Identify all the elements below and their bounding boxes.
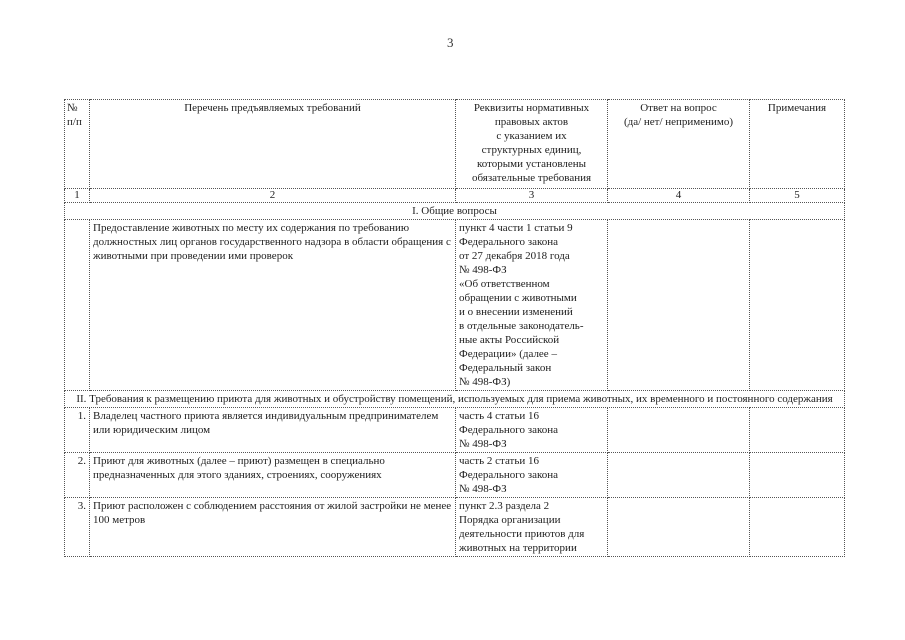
column-numbers-row: [65, 189, 845, 203]
requirement-text: Приют расположен с соблюдением расстояния от жилой застройки не менее 100 метров: [90, 498, 456, 557]
answer-cell[interactable]: [608, 408, 750, 453]
section1-title: I. Общие вопросы: [65, 203, 845, 220]
column-number: 3: [456, 189, 608, 203]
column-number: 2: [90, 189, 456, 203]
requirement-text: Владелец частного приюта является индивидуальным предпринимателем или юридическим лицом: [90, 408, 456, 453]
legal-act-text: часть 2 статьи 16 Федерального закона № 498-ФЗ: [456, 453, 608, 498]
section-header-row: [65, 391, 845, 408]
table-row: [65, 408, 845, 453]
header-requirements: Перечень предъявляемых требований: [90, 100, 456, 189]
note-cell[interactable]: [750, 220, 845, 391]
header-answer: Ответ на вопрос (да/ нет/ неприменимо): [608, 100, 750, 189]
legal-act-text: пункт 2.3 раздела 2 Порядка организации деятельности приютов для животных на территории: [456, 498, 608, 557]
header-acts: Реквизиты нормативных правовых актов с указанием их структурных единиц, которыми установлены обязательные требования: [456, 100, 608, 189]
column-number: 1: [65, 189, 90, 203]
note-cell[interactable]: [750, 408, 845, 453]
legal-act-text: пункт 4 части 1 статьи 9 Федерального закона от 27 декабря 2018 года № 498-ФЗ «Об ответственном обращении с животными и о внесении изменений в отдельные законодатель- ные акты Российской Федерации» (далее – Федеральный закон № 498-ФЗ): [456, 220, 608, 391]
answer-cell[interactable]: [608, 453, 750, 498]
note-cell[interactable]: [750, 453, 845, 498]
requirement-text: Предоставление животных по месту их содержания по требованию должностных лиц органов государственного надзора в области обращения с животными при проведении ими проверок: [90, 220, 456, 391]
requirement-text: Приют для животных (далее – приют) размещен в специально предназначенных для этого зданиях, строениях, сооружениях: [90, 453, 456, 498]
header-notes: Примечания: [750, 100, 845, 189]
column-number: 5: [750, 189, 845, 203]
row-number: 1.: [65, 408, 90, 453]
table-row: [65, 453, 845, 498]
row-number: 2.: [65, 453, 90, 498]
answer-cell[interactable]: [608, 220, 750, 391]
note-cell[interactable]: [750, 498, 845, 557]
table-row: [65, 498, 845, 557]
page-number: 3: [447, 35, 454, 50]
legal-act-text: часть 4 статьи 16 Федерального закона № 498-ФЗ: [456, 408, 608, 453]
section-header-row: [65, 203, 845, 220]
header-num: № п/п: [65, 100, 90, 189]
column-number: 4: [608, 189, 750, 203]
row-number: [65, 220, 90, 391]
answer-cell[interactable]: [608, 498, 750, 557]
table-header-row: [65, 100, 845, 189]
table-row: [65, 220, 845, 391]
requirements-table: [64, 99, 845, 557]
row-number: 3.: [65, 498, 90, 557]
section2-title: II. Требования к размещению приюта для животных и обустройству помещений, используемых для приема животных, их временного и постоянного содержания: [65, 391, 845, 408]
